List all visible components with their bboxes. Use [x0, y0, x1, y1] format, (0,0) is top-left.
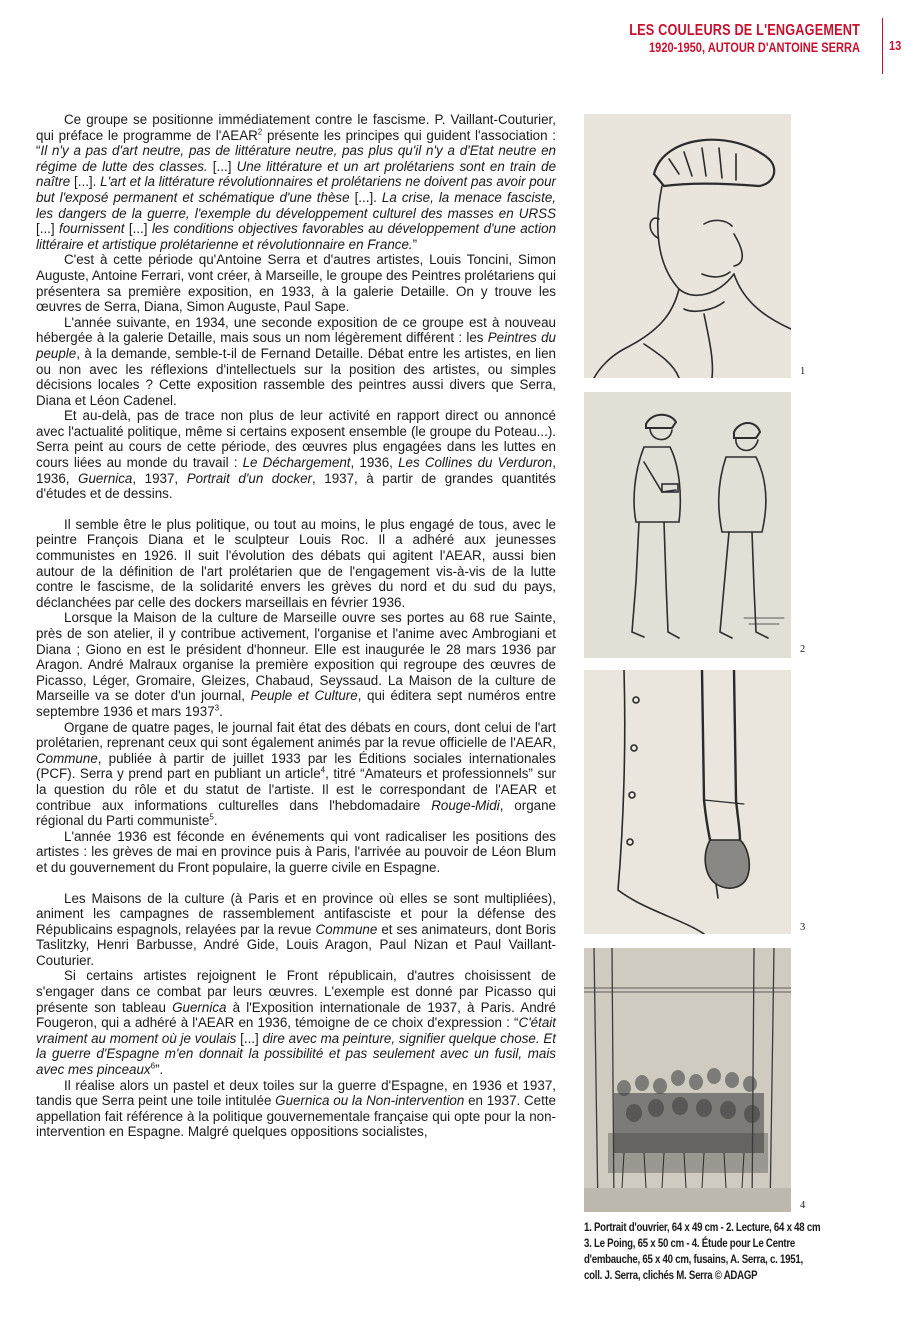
paragraph: Il réalise alors un pastel et deux toiles sur la guerre d'Espagne, en 1936 et 1937, tandis que Serra peint une toile intitulée Guernica ou la Non-intervention en 1937. Cette appellation fait référence à la politique gouvernementale française qui opte pour la non-intervention en Espagne. Malgré quelques oppositions socialistes,	[36, 1077, 556, 1140]
header-subtitle: 1920-1950, AUTOUR D'ANTOINE SERRA	[649, 40, 860, 55]
page-number: 13	[889, 38, 902, 53]
running-header	[500, 22, 860, 56]
header-title: LES COULEURS DE L'ENGAGEMENT	[629, 22, 860, 39]
paragraph: Les Maisons de la culture (à Paris et en province où elles se sont multipliées), animent les campagnes de rassemblement antifasciste et pour la défense des Républicains espagnols, relayées par la revue Commune et ses animateurs, dont Boris Taslitzky, Henri Barbusse, André Gide, Louis Aragon, Paul Nizan et Paul Vaillant-Couturier.	[36, 890, 556, 968]
paragraph: Et au-delà, pas de trace non plus de leur activité en rapport direct ou annoncé avec l'actualité politique, même si certains exposent ensemble (le groupe du Poteau...). Serra peint au cours de cette période, des œuvres plus engagées dans les luttes en cours liées au monde du travail : Le Déchargement, 1936, Les Collines du Verduron, 1936, Guernica, 1937, Portrait d'un docker, 1937, à partir de grandes quantités d'études et de dessins.	[36, 408, 556, 502]
figure-number: 1	[800, 366, 806, 377]
figure-number: 4	[800, 1200, 806, 1211]
paragraph: Ce groupe se positionne immédiatement contre le fascisme. P. Vaillant-Couturier, qui préface le programme de l'AEAR$^2$ présente les principes qui guident l'association : “Il n'y a pas d'art neutre, pas de littérature neutre, pas plus qu'il n'y a d'Etat neutre en régime de lutte des classes. [...] Une littérature et un art prolétariens sont en train de naître [...]. L'art et la littérature révolutionnaires et prolétariens ne doivent pas avoir pour but l'exposé permanent et schématique d'une thèse [...]. La crise, la menace fasciste, les dangers de la guerre, l'exemple du développement culturel des masses en URSS [...] fournissent [...] les conditions objectives favorables au développement d'une action littéraire et artistique prolétarienne et révolutionnaire en France.”	[36, 112, 557, 252]
paragraph: Lorsque la Maison de la culture de Marseille ouvre ses portes au 68 rue Sainte, près de son atelier, il y contribue activement, l'organise et l'anime avec Ambrogiani et Diana ; Giono en est le président d'honneur. Elle est inaugurée le 28 mars 1936 par Aragon. André Malraux organise la première exposition qui regroupe des œuvres de Picasso, Léger, Gromaire, Gleizes, Chabaud, Seyssaud. La Maison de la culture de Marseille va se doter d'un journal, Peuple et Culture, qui éditera sept numéros entre septembre 1936 et mars 1937$^3$.	[36, 610, 556, 719]
figure-number: 2	[800, 644, 806, 655]
paragraph: L'année suivante, en 1934, une seconde exposition de ce groupe est à nouveau hébergée à la galerie Detaille, mais sous un nom légèrement différent : les Peintres du peuple, à la demande, semble-t-il de Fernand Detaille. Débat entre les artistes, en lien ou non avec les réflexions d'intellectuels sur la position des artistes, ou simples décisions locales ? Cette exposition rassemble des peintres aussi divers que Serra, Diana et Léon Cadenel.	[36, 314, 556, 408]
figure-caption: 1. Portrait d'ouvrier, 64 x 49 cm - 2. Lecture, 64 x 48 cm 3. Le Poing, 65 x 50 cm - 4. Étude pour Le Centre d'embauche, 65 x 40 cm, fusains, A. Serra, c. 1951, coll. J. Serra, clichés M. Serra © ADAGP	[584, 1222, 821, 1282]
figure-portrait-ouvrier	[584, 114, 791, 378]
paragraph: Il semble être le plus politique, ou tout au moins, le plus engagé de tous, avec le peintre François Diana et le sculpteur Louis Roc. Il a adhéré aux jeunesses communistes en 1926. Il suit l'évolution des débats qui agitent l'AEAR, aussi bien autour de la définition de l'art prolétarien que de l'engagement vis-à-vis de la lutte contre le fascisme, de la solidarité envers les grèves du nord et du sud du pays, déclanchées par celle des dockers marseillais en février 1936.	[36, 516, 556, 610]
header-divider	[882, 18, 883, 74]
paragraph: Si certains artistes rejoignent le Front républicain, d'autres choisissent de s'engager dans ce combat par leurs œuvres. L'exemple est donné par Picasso qui présente son tableau Guernica à l'Exposition internationale de 1937, à Paris. André Fougeron, qui a adhéré à l'AEAR en 1936, témoigne de ce choix d'expression : “C'était vraiment au moment où je voulais [...] dire avec ma peinture, signifier quelque chose. Et la guerre d'Espagne m'en donnait la possibilité et pas seulement avec un fusil, mais avec mes pinceaux$^6$”.	[36, 968, 557, 1078]
figure-number: 3	[800, 922, 806, 933]
paragraph: L'année 1936 est féconde en événements qui vont radicaliser les positions des artistes : les grèves de mai en province puis à Paris, l'arrivée au pouvoir de Léon Blum et du gouvernement du Front populaire, la guerre civile en Espagne.	[36, 828, 556, 875]
figure-centre-embauche	[584, 948, 791, 1212]
paragraph: Organe de quatre pages, le journal fait état des débats en cours, dont celui de l'art prolétarien, reprenant ceux qui sont également animés par la revue officielle de l'AEAR, Commune, publiée à partir de juillet 1933 par les Éditions sociales internationales (PCF). Serra y prend part en publiant un article$^4$, titré “Amateurs et professionnels” sur la question du rôle et du statut de l'artiste. Il est le correspondant de l'AEAR et contribue aux informations culturelles dans l'hebdomadaire Rouge-Midi, organe régional du Parti communiste$^5$.	[36, 719, 556, 829]
figure-le-poing	[584, 670, 791, 934]
body-text-column	[36, 112, 556, 1140]
paragraph: C'est à cette période qu'Antoine Serra et d'autres artistes, Louis Toncini, Simon Auguste, Antoine Ferrari, vont créer, à Marseille, le groupe des Peintres prolétariens qui présentera sa première exposition, en 1933, à la galerie Detaille. On y trouve les œuvres de Serra, Diana, Simon Auguste, Paul Sape.	[36, 252, 556, 315]
figure-lecture	[584, 392, 791, 658]
